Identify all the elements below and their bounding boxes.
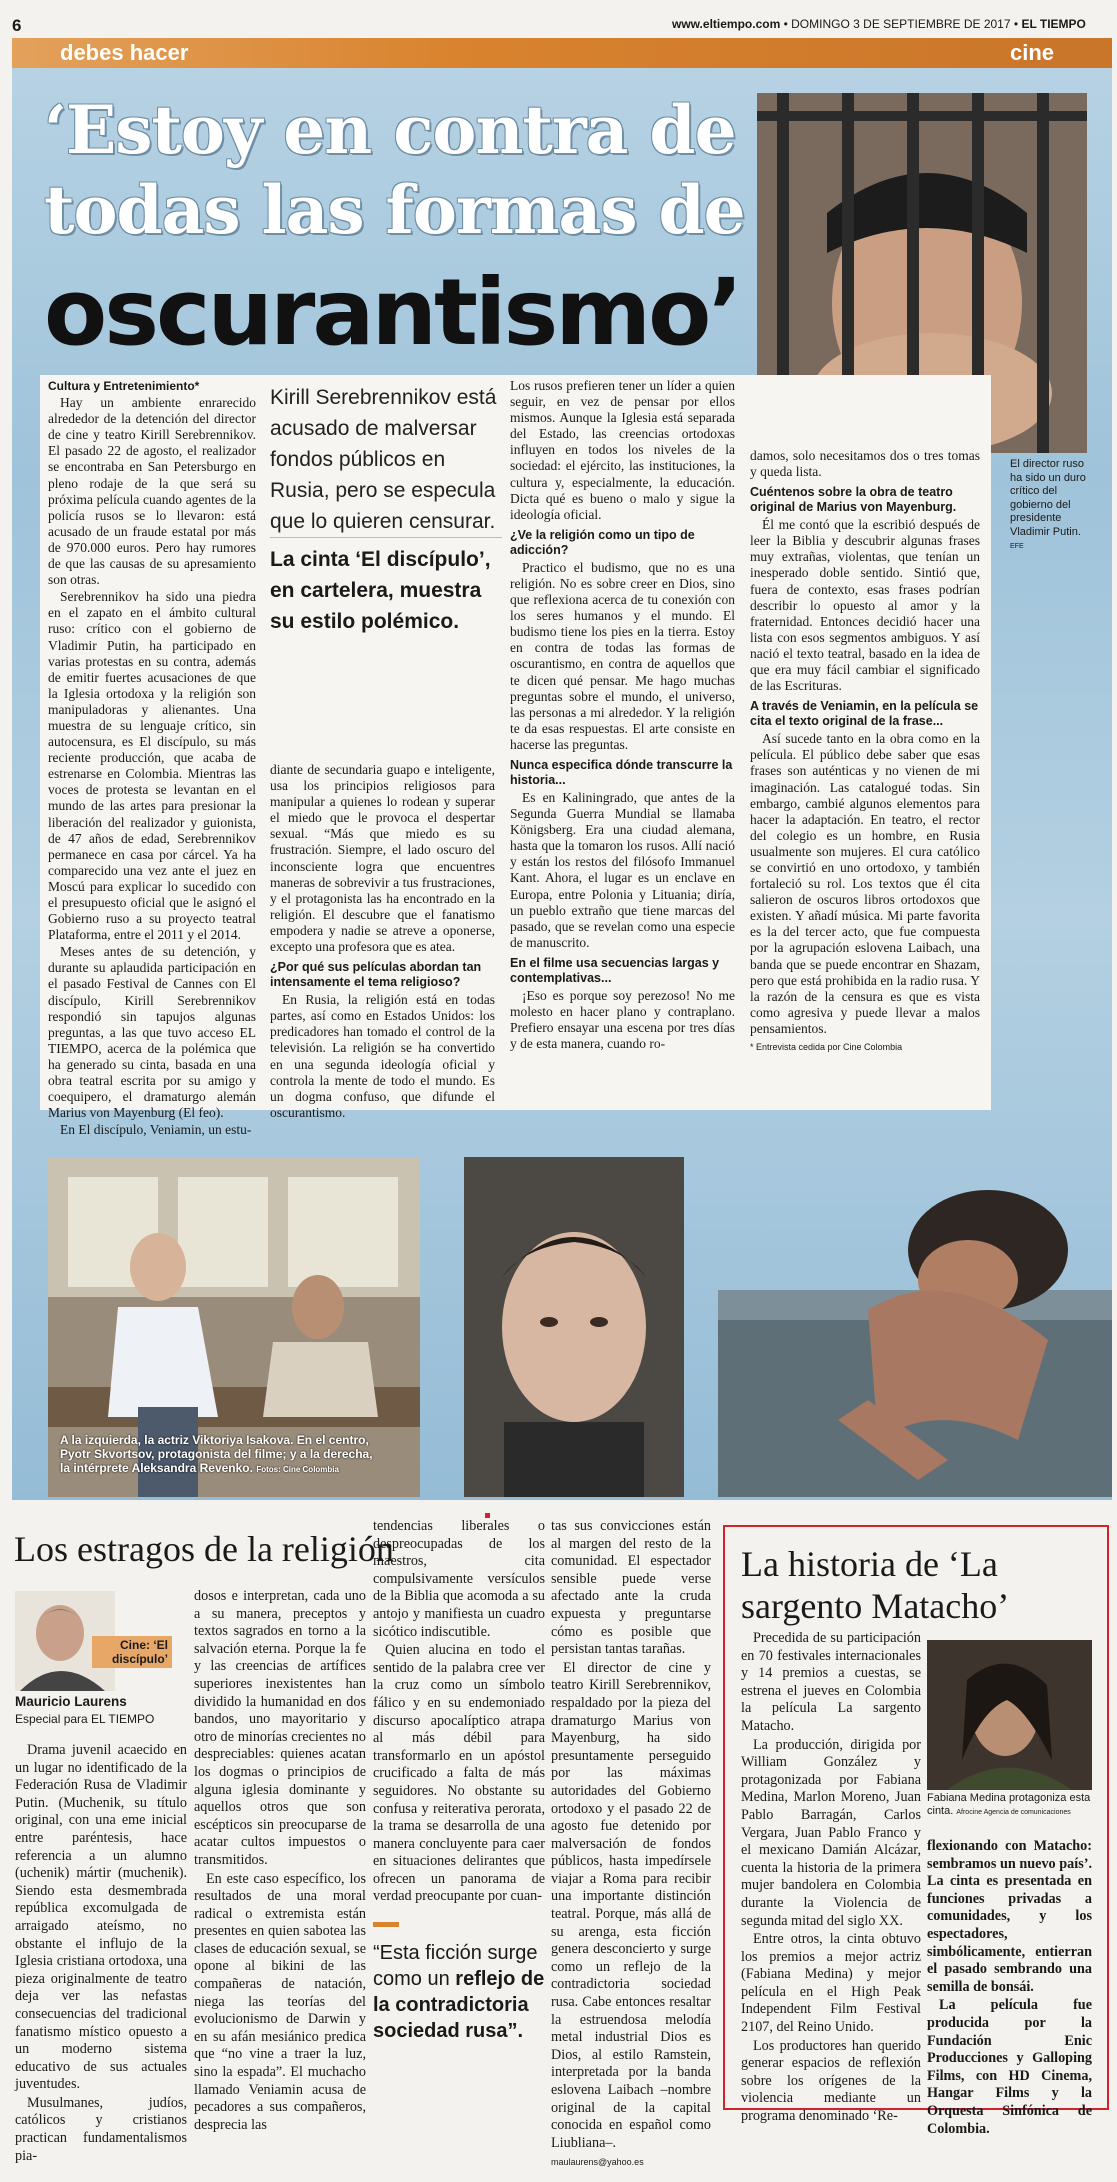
quote-marker [373,1922,399,1927]
interview-question: Cuéntenos sobre la obra de teatro original de Marius von Mayenburg. [750,485,957,515]
paragraph: tas sus convicciones están al margen del resto de la comunidad. El espectador sensible puede verse afectado ante la cruda expuesta y preguntarse cómo es posible que persistan tantas tarañas. [551,1518,711,1658]
interview-question: Nunca especifica dónde transcurre la historia... [510,757,733,787]
paragraph: diante de secundaria guapo e inteligente, usa los principios religiosos para manipular a quienes lo rodean y superar el miedo que le provoca el despertar sexual. “Más que miedo es su frustración. Siempre, el lado oscuro del inconsciente logra que encuentres maneras de sobrevivir a tus frustraciones, y el protagonista las ha encontrado en la religión. El descubre que el fanatismo empodera y nadie se atreve a oponerse, excepto una profesora que es atea. [270,762,495,955]
paragraph: La producción, dirigida por William González y protagonizada por Fabiana Medina, Marlon Moreno, Juan Pablo Barragán, Carlos Vergara, Juan Pablo Franco y el mexicano Damián Alcázar, cuenta la historia de la primera mujer bandolera en Colombia durante la Violencia de segunda mitad del siglo XX. [741,1736,921,1929]
gallery-credit: Fotos: Cine Colombia [256,1465,339,1474]
paragraph: dosos e interpretan, cada uno a su manera, preceptos y textos sagrados en torno a la salvación eterna. Porque la fe y las creencias de artífices superiores inexistentes han dividido la humanidad en dos bandos, uno mayoritario y otro de minorías crecientes no despreciables: quienes acatan los dogmas o principios de alguna iglesia dominante y aquellos otros que son escépticos sin preocuparse de acatar cultos impuestos o transmitidos. [194,1588,366,1868]
paragraph: damos, solo necesitamos dos o tres tomas y queda lista. [750,448,980,480]
paragraph: Él me contó que la escribió después de leer la Biblia y descubrir algunas frases muy extrañas, violentas, que tenían un inesperado doble sentido. Sintió que, fuera de contexto, esas frases podrían describir lo opuesto al amor y la fraternidad. Entonces decidió hacer una lista con esos segmentos ambiguos. Y así nació el texto teatral, basado en la idea de que era muy fácil cambiar el significado de las Escrituras. [750,517,980,694]
sidebar-photo-credit: Afrocine Agencia de comunicaciones [956,1809,1071,1816]
opinion-column-4 [551,1518,711,2169]
gallery-photo-center-illustration [464,1157,684,1497]
interview-question: ¿Por qué sus películas abordan tan intensamente el tema religioso? [270,960,482,990]
pullquote [270,382,502,637]
paragraph: La película fue producida por la Fundación Enic Producciones y Galloping Films, con HD Cinema, Hangar Films y la Orquesta Sinfónica de Colombia. [927,1997,1092,2137]
paragraph: Serebrennikov ha sido una piedra en el zapato en el ámbito cultural ruso: crítico con el gobierno de Vladimir Putin, ha participado en varias protestas en su contra, además de emitir fuertes acusaciones de que la Iglesia ortodoxa y la religión son manipuladoras y alienantes. Una muestra de su lenguaje crítico, sin autocensura, es El discípulo, su más reciente producción, que acaba de estrenarse en Colombia. Mientras las voces de protesta se levantan en el mundo de las artes para presionar la liberación del realizador y guionista, de 47 años de edad, Serebrennikov permanece en casa por cárcel. Ya ha comparecido una vez ante el juez en Moscú para explicar lo sucedido con el presupuesto oficial que le asignó el Gobierno ruso a su proyecto teatral Plataforma, entre el 2011 y el 2014. [48,589,256,943]
opinion-column-1 [15,1742,187,2166]
article-column-2 [270,762,495,1122]
paragraph: Drama juvenil acaecido en un lugar no identificado de la Federación Rusa de Vladimir Putin. (Muchenik, su título original, con una eme inicial entre paréntesis, hace referencia a un alumno (uchenik) mártir (muchenik). Siendo esta desmembrada república excomulgada de arraigado ateísmo, no obstante el influjo de la Iglesia cristiana ortodoxa, una pieza originalmente de teatro deja ver las nefastas consecuencias del tradicional fanatismo místico opuesto a un moderno sistema educativo de sus actuales juventudes. [15,1742,187,2093]
gallery-photo-right-illustration [718,1140,1112,1497]
gallery-photo-right [718,1140,1112,1497]
paragraph: Así sucede tanto en la obra como en la película. El público debe saber que esas frases son auténticas y no vienen de mi imaginación. Las catalogué todas. Sin embargo, cambié algunos elementos para hacer la adaptación. En teatro, el rector del colegio es un hombre, en Rusia usualmente son mujeres. El cura católico se convirtió en uno ortodoxo, y también fortaleció su rol. Los textos que él cita salieron de oscuros libros ortodoxos que existen. Y añadí música. Mi parte favorita es la del tercer acto, que fue compuesta por la agrupación eslovena Laibach, una banda que se puede encontrar en Shazam, pero que está prohibida en la radio rusa. Y la razón de la censura es que es vista como agresiva y puede llevar a malos pensamientos. [750,731,980,1036]
site-url[interactable]: www.eltiempo.com [672,17,781,31]
quote-line-1: “Esta ficción surge como un [373,1942,538,1990]
paragraph: Entre otros, la cinta obtuvo los premios a mejor actriz (Fabiana Medina) y mejor película en el High Peak Independent Film Festival 2107, del Reino Unido. [741,1931,921,2036]
article-column-1 [48,378,256,1139]
paragraph: Practico el budismo, que no es una religión. No es sobre creer en Dios, sino que reflexiona acerca de tu conexión con los seres humanos y el mundo. El budismo tiene los pies en la tierra. Estoy en contra de todas las formas de oscurantismo, en contra de aquellos que te dicen qué pensar. Me hago muchas preguntas sobre el mundo, el universo, las personas a mi alrededor. Y la religión te da esas respuestas. El arte consiste en hacerse las preguntas. [510,559,735,752]
quote-bold: reflejo de la contradictoria sociedad rusa”. [373,1968,545,2042]
sidebar-caption-text: Fabiana Medina protagoniza esta cinta. [927,1792,1091,1817]
paragraph: Quien alucina en todo el sentido de la palabra cree ver la cruz como un símbolo fálico y en su endemoniado discurso apocalíptico atrapa al más débil para transformarlo en un apóstol crucificado a falta de más seguidores. No obstante su confusa y reiterativa perorata, la trama se desarrolla de una manera concluyente para caer en situaciones delirantes que ofrecen un panorama de verdad preocupante por cuan- [373,1642,545,1905]
interview-question: ¿Ve la religión como un tipo de adicción? [510,527,695,557]
author-name: Mauricio Laurens [15,1694,127,1709]
issue-date: DOMINGO 3 DE SEPTIEMBRE DE 2017 [791,17,1011,31]
headline-line-2: todas las formas de [44,171,745,249]
sidebar-photo-illustration [927,1640,1092,1790]
paragraph: En Rusia, la religión está en todas partes, así como en Estados Unidos: los predicadores han tomado el control de la televisión. La religión se ha convertido en una segunda ideología oficial y controla la mente de todo el mundo. Es un dogma confuso, que difunde el oscurantismo. [270,992,495,1120]
section-label-left[interactable]: debes hacer [60,40,189,65]
sidebar-photo [927,1640,1092,1790]
column-title: Los estragos de la religión [14,1529,394,1569]
sidebar-column-2 [927,1838,1092,2139]
interview-question: A través de Veniamin, en la película se cita el texto original de la frase... [750,699,979,729]
paragraph: Meses antes de su detención, y durante su aplaudida participación en el pasado Festival de Cannes con El discípulo, Kirill Serebrennikov respondió sin tapujos algunas preguntas, a las que tuvo acceso EL TIEMPO, acerca de la polémica que ha generado su cinta, basada en una obra teatral escrita por su amigo y coequipero, el dramaturgo alemán Marius von Mayenburg (El feo). [48,944,256,1121]
paragraph: flexionando con Matacho: sembramos un nuevo país’. La cinta es presentada en funciones privadas a comunidades, y los espectadores, simbólicamente, entierran el pasado sembrando una semilla de bonsái. [927,1838,1092,1995]
paragraph: Hay un ambiente enrarecido alrededor de la detención del director de cine y teatro Kirill Serebrennikov. El pasado 22 de agosto, el realizador se encontraba en San Petersburgo en pleno rodaje de la que será su próxima película cuando agentes de la policía rusos se lo llevaron: está acusado de un fraude estatal por más de 970.000 euros. Pero hay rumores de que las causas de su apresamiento son otras. [48,395,256,588]
opinion-column-3 [373,1518,545,1907]
page-number: 6 [12,16,22,35]
gallery-caption [60,1433,380,1477]
pullquote-light: Kirill Serebrennikov está acusado de malversar fondos públicos en Rusia, pero se especula que lo quieren censurar. [270,382,502,538]
headline-line-3: oscurantismo’ [44,259,741,366]
paragraph: ¡Eso es porque soy perezoso! No me molesto en hacer plano y contraplano. Prefiero ensayar una escena por tres días y de esta manera, cuando ro- [510,987,735,1052]
gallery-caption-text: A la izquierda, la actriz Viktoriya Isakova. En el centro, Pyotr Skvortsov, protagonista del filme; y a la derecha, la intérprete Aleksandra Revenko. [60,1433,373,1475]
byline: Cultura y Entretenimiento* [48,379,200,393]
paragraph: Los rusos prefieren tener un líder a quien seguir, en vez de pensar por ellos mismos. Aunque la Iglesia está separada del Estado, las creencias ortodoxas influyen en todos los niveles de la sociedad: el ejército, las instituciones, la cultura y, especialmente, la educación. Dicta qué es bueno o malo y sigue la ideología oficial. [510,378,735,522]
section-label-right[interactable]: cine [1010,40,1055,65]
photo-credit: EFE [1010,543,1024,550]
headline-line-1: ‘Estoy en contra de [44,91,736,169]
opinion-pullquote [373,1940,545,2044]
paper-name: EL TIEMPO [1021,17,1086,31]
paragraph: tendencias liberales o despreocupadas de los maestros, cita compulsivamente versículos de la Biblia que acomoda a su antojo y manifiesta un cuadro sicótico indiscutible. [373,1518,545,1640]
sidebar-column-1 [741,1630,921,2127]
pullquote-bold: La cinta ‘El discípulo’, en cartelera, muestra su estilo polémico. [270,548,491,633]
paragraph: Los productores han querido generar espacios de reflexión sobre los orígenes de la violencia mediante un programa denominado ‘Re- [741,2037,921,2125]
portrait-caption [1010,458,1090,554]
paragraph: Precedida de su participación en 70 festivales internacionales y 14 premios a cuestas, se estrena el jueves en Colombia la película La sargento Matacho. [741,1630,921,1734]
paragraph: Musulmanes, judíos, católicos y cristianos practican fundamentalismos pia- [15,2094,187,2164]
paragraph: En El discípulo, Veniamin, un estu- [60,1122,252,1138]
headline [44,90,744,250]
interview-question: En el filme usa secuencias largas y contemplativas... [510,955,720,985]
masthead-line: www.eltiempo.com • DOMINGO 3 DE SEPTIEMBRE DE 2017 • EL TIEMPO [672,17,1086,31]
sidebar-caption [927,1792,1092,1819]
author-email[interactable]: maulaurens@yahoo.es [551,2157,644,2168]
portrait-caption-text: El director ruso ha sido un duro crítico del gobierno del presidente Vladimir Putin. [1010,458,1086,538]
opinion-column-2 [194,1588,366,2135]
paragraph: El director de cine y teatro Kirill Serebrennikov, respaldado por la pieza del dramaturgo Marius von Mayenburg, ha sido presuntamente perseguido por las máximas autoridades del Gobierno ortodoxo y el pasado 22 de agosto fue detenido por malversación de fondos públicos, hasta impedírsele viajar a Roma para recibir una importante distinción teatral. Porque, más allá de su arenga, esta ficción genera desconcierto y surge como un reflejo de la contradictoria sociedad rusa. Cabe entonces resaltar la estruendosa melodía metal industrial Dios es Dios, al estilo Ramstein, interpretada por la banda eslovena Laibach –nombre original de la capital conocida en español como Liubliana–. [551,1659,711,2151]
author-role: Especial para EL TIEMPO [15,1712,155,1726]
article-column-4 [750,448,980,1054]
column-tag: Cine: ‘El discípulo’ [92,1636,172,1668]
footnote: * Entrevista cedida por Cine Colombia [750,1042,903,1052]
article-column-3 [510,378,735,1053]
paragraph: En este caso específico, los resultados de una moral radical o extremista están presentes en quien sabotea las clases de educación sexual, se opone al bikini de las compañeras de natación, niega las teorías del evolucionismo de Darwin y en su afán mesiánico predica que “no vine a traer la luz, sino la espada”. El muchacho llamado Veniamin acusa de pecadores a sus compañeros, despreciа las [194,1870,366,2133]
sidebar-title: La historia de ‘La sargento Matacho’ [741,1544,1010,1626]
gallery-photo-center [464,1157,684,1497]
paragraph: Es en Kaliningrado, que antes de la Segunda Guerra Mundial se llamaba Königsberg. Era una ciudad alemana, hasta que la tomaron los rusos. Allí nació y están los restos del filósofo Immanuel Kant. Ahora, el lugar es un enclave en Europa, entre Polonia y Lituania; diría, un pueblo extraño que tiene marcas del pasado, que se revelan como una especie de manuscrito. [510,789,735,950]
